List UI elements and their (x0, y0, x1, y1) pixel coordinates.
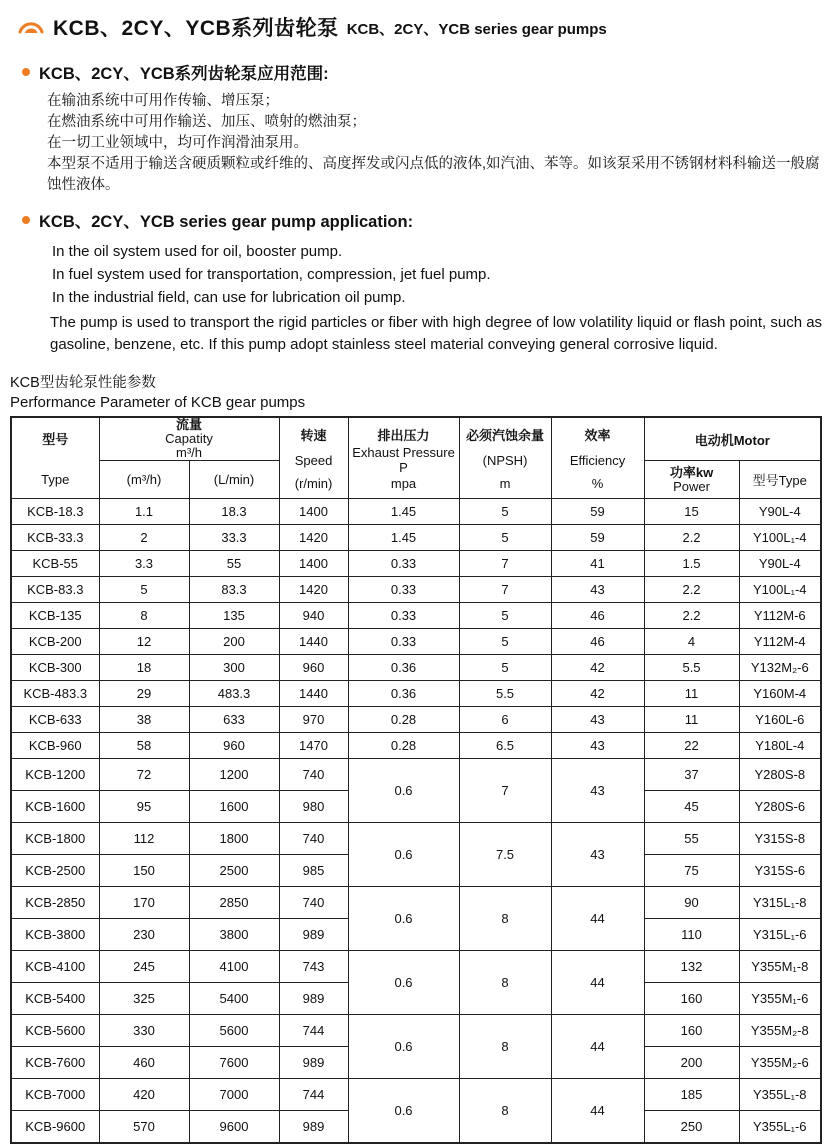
table-cell: Y355M₁-8 (739, 951, 821, 983)
header-pressure-zh: 排出压力 (377, 428, 430, 443)
table-cell: 44 (551, 951, 644, 1015)
table-cell: Y132M₂-6 (739, 655, 821, 681)
pump-type-cell: KCB-55 (11, 551, 99, 577)
table-cell: 43 (551, 759, 644, 823)
header-capacity-zh: 流量 (176, 417, 203, 432)
table-cell: 7.5 (459, 823, 551, 887)
table-cell: 5400 (189, 983, 279, 1015)
table-cell: 989 (279, 1111, 348, 1143)
table-cell: Y355M₁-6 (739, 983, 821, 1015)
table-cell: 5.5 (644, 655, 739, 681)
table-cell: 170 (99, 887, 189, 919)
table-cell: 112 (99, 823, 189, 855)
table-cell: 5 (459, 629, 551, 655)
table-cell: 11 (644, 707, 739, 733)
table-row (11, 603, 821, 629)
table-cell: 0.28 (348, 733, 459, 759)
table-cell: 740 (279, 887, 348, 919)
table-cell: 44 (551, 1015, 644, 1079)
table-cell: 7600 (189, 1047, 279, 1079)
table-cell: 985 (279, 855, 348, 887)
pump-type-cell: KCB-1800 (11, 823, 99, 855)
header-motor-label: 电动机Motor (694, 432, 770, 448)
pump-type-cell: KCB-633 (11, 707, 99, 733)
table-cell: 230 (99, 919, 189, 951)
header-type-zh: 型号 (42, 432, 69, 447)
table-cell: Y112M-6 (739, 603, 821, 629)
table-cell: 0.33 (348, 577, 459, 603)
application-en-line: In the industrial field, can use for lubrication oil pump. (52, 289, 406, 306)
table-cell: 940 (279, 603, 348, 629)
table-cell: Y315L₁-8 (739, 887, 821, 919)
table-cell: 980 (279, 791, 348, 823)
table-cell: 1800 (189, 823, 279, 855)
table-row (11, 1015, 821, 1047)
table-cell: 989 (279, 1047, 348, 1079)
table-cell: 1470 (279, 733, 348, 759)
table-cell: 1.45 (348, 525, 459, 551)
section-heading-application-zh (22, 60, 830, 84)
table-cell: 2 (99, 525, 189, 551)
table-cell: 743 (279, 951, 348, 983)
table-cell: 0.6 (348, 887, 459, 951)
application-en-body (52, 240, 827, 309)
pump-type-cell: KCB-300 (11, 655, 99, 681)
application-zh-body (47, 91, 822, 196)
table-row (11, 577, 821, 603)
table-cell: 570 (99, 1111, 189, 1143)
table-cell: 132 (644, 951, 739, 983)
table-cell: 0.6 (348, 1015, 459, 1079)
table-cell: 4 (644, 629, 739, 655)
table-cell: 0.6 (348, 1079, 459, 1143)
table-row (11, 551, 821, 577)
header-efficiency-zh: 效率 (584, 428, 611, 443)
header-type-en: Type (41, 472, 70, 487)
header-type (11, 417, 99, 499)
table-cell: 960 (189, 733, 279, 759)
table-cell: 8 (459, 1079, 551, 1143)
table-row (11, 951, 821, 983)
table-cell: 0.6 (348, 951, 459, 1015)
table-row (11, 629, 821, 655)
table-cell: 0.6 (348, 759, 459, 823)
bullet-icon (22, 216, 30, 224)
application-en-line: In the oil system used for oil, booster pump. (52, 243, 343, 260)
table-cell: 420 (99, 1079, 189, 1111)
table-cell: 1440 (279, 629, 348, 655)
application-zh-line: 在一切工业领域中，均可作润滑油泵用。 (47, 135, 308, 151)
section-heading-text: KCB、2CY、YCB系列齿轮泵应用范围: (39, 65, 329, 83)
pump-type-cell: KCB-483.3 (11, 681, 99, 707)
header-motor-type-label: 型号Type (752, 473, 807, 488)
table-cell: 43 (551, 707, 644, 733)
pump-type-cell: KCB-33.3 (11, 525, 99, 551)
table-cell: Y90L-4 (739, 551, 821, 577)
section-heading-text: KCB、2CY、YCB series gear pump application: (39, 213, 414, 231)
table-cell: 59 (551, 499, 644, 525)
table-cell: 325 (99, 983, 189, 1015)
table-cell: 59 (551, 525, 644, 551)
performance-table-body (11, 499, 821, 1143)
table-cell: 4100 (189, 951, 279, 983)
table-cell: 6 (459, 707, 551, 733)
table-cell: 200 (189, 629, 279, 655)
table-cell: 744 (279, 1015, 348, 1047)
table-cell: Y315S-8 (739, 823, 821, 855)
header-motor-type (739, 461, 821, 499)
table-cell: 250 (644, 1111, 739, 1143)
table-cell: 483.3 (189, 681, 279, 707)
table-cell: 45 (644, 791, 739, 823)
application-en-paragraph: The pump is used to transport the rigid particles or fiber with high degree of low volatility liquid or flash point, such as gasoline, benzene, etc. If this pump adopt stainless steel material conveying general corrosive liquid. (50, 314, 823, 353)
table-cell: 160 (644, 1015, 739, 1047)
table-cell: 5 (99, 577, 189, 603)
table-cell: 960 (279, 655, 348, 681)
table-cell: 2500 (189, 855, 279, 887)
table-cell: 989 (279, 919, 348, 951)
table-cell: 2850 (189, 887, 279, 919)
table-cell: 8 (99, 603, 189, 629)
table-cell: 740 (279, 759, 348, 791)
pump-type-cell: KCB-1200 (11, 759, 99, 791)
header-speed-zh: 转速 (300, 428, 327, 443)
header-pressure (348, 417, 459, 499)
pump-type-cell: KCB-5600 (11, 1015, 99, 1047)
header-efficiency-unit: % (591, 476, 604, 491)
table-cell: 1420 (279, 525, 348, 551)
table-cell: 18.3 (189, 499, 279, 525)
table-cell: 989 (279, 983, 348, 1015)
table-cell: 110 (644, 919, 739, 951)
table-cell: 744 (279, 1079, 348, 1111)
table-row (11, 681, 821, 707)
table-cell: 6.5 (459, 733, 551, 759)
table-cell: 1.1 (99, 499, 189, 525)
table-cell: Y315S-6 (739, 855, 821, 887)
header-speed (279, 417, 348, 499)
page-title-en: KCB、2CY、YCB series gear pumps (346, 21, 607, 38)
table-cell: 0.36 (348, 681, 459, 707)
table-row (11, 759, 821, 791)
table-row (11, 707, 821, 733)
table-cell: 2.2 (644, 525, 739, 551)
page-title (16, 12, 830, 42)
header-motor-power-zh: 功率kw (669, 464, 714, 480)
table-cell: 200 (644, 1047, 739, 1079)
header-npsh-en: (NPSH) (482, 452, 528, 468)
pump-type-cell: KCB-9600 (11, 1111, 99, 1143)
table-cell: 2.2 (644, 577, 739, 603)
table-cell: 0.33 (348, 603, 459, 629)
table-cell: 75 (644, 855, 739, 887)
table-cell: 0.33 (348, 629, 459, 655)
table-cell: 11 (644, 681, 739, 707)
header-npsh (459, 417, 551, 499)
pump-type-cell: KCB-5400 (11, 983, 99, 1015)
table-cell: 2.2 (644, 603, 739, 629)
table-cell: 46 (551, 603, 644, 629)
table-row (11, 823, 821, 855)
table-cell: 460 (99, 1047, 189, 1079)
table-cell: 3800 (189, 919, 279, 951)
header-npsh-zh: 必须汽蚀余量 (466, 428, 545, 443)
table-cell: 160 (644, 983, 739, 1015)
table-cell: 5 (459, 525, 551, 551)
header-motor-power (644, 461, 739, 499)
table-row (11, 525, 821, 551)
table-cell: 22 (644, 733, 739, 759)
table-cell: 29 (99, 681, 189, 707)
table-cell: Y280S-6 (739, 791, 821, 823)
pump-type-cell: KCB-83.3 (11, 577, 99, 603)
table-cell: 8 (459, 887, 551, 951)
table-cell: 1.45 (348, 499, 459, 525)
table-row (11, 1079, 821, 1111)
table-cell: 37 (644, 759, 739, 791)
header-npsh-unit: m (499, 476, 511, 491)
table-cell: 185 (644, 1079, 739, 1111)
table-cell: 7 (459, 551, 551, 577)
table-cell: 5 (459, 655, 551, 681)
table-cell: 0.36 (348, 655, 459, 681)
header-capacity-sub1: (m³/h) (126, 472, 162, 487)
header-pressure-unit: mpa (390, 476, 417, 491)
table-cell: 3.3 (99, 551, 189, 577)
table-cell: 5.5 (459, 681, 551, 707)
header-efficiency (551, 417, 644, 499)
table-cell: 15 (644, 499, 739, 525)
header-capacity-en: Capatity (165, 431, 213, 446)
table-cell: 42 (551, 655, 644, 681)
table-cell: 0.33 (348, 551, 459, 577)
table-cell: 44 (551, 887, 644, 951)
table-cell: 18 (99, 655, 189, 681)
header-motor (644, 417, 821, 461)
table-cell: 7 (459, 759, 551, 823)
table-cell: 55 (644, 823, 739, 855)
table-cell: 1400 (279, 499, 348, 525)
application-zh-line: 在输油系统中可用作传输、增压泵； (47, 93, 279, 109)
table-cell: 300 (189, 655, 279, 681)
header-capacity-sub2: (L/min) (213, 472, 255, 487)
table-cell: Y90L-4 (739, 499, 821, 525)
table-cell: 43 (551, 823, 644, 887)
pump-type-cell: KCB-2500 (11, 855, 99, 887)
table-cell: 1440 (279, 681, 348, 707)
pump-type-cell: KCB-4100 (11, 951, 99, 983)
table-cell: 12 (99, 629, 189, 655)
table-cell: Y180L-4 (739, 733, 821, 759)
header-capacity-lmin (189, 461, 279, 499)
arch-logo-icon (16, 17, 46, 37)
page-title-zh: KCB、2CY、YCB系列齿轮泵 (53, 17, 339, 40)
table-cell: 72 (99, 759, 189, 791)
table-cell: 1600 (189, 791, 279, 823)
table-title-zh: KCB型齿轮泵性能参数 (10, 375, 156, 391)
table-cell: 1.5 (644, 551, 739, 577)
header-speed-en: Speed (294, 452, 333, 468)
header-pressure-en: Exhaust Pressure P (352, 445, 455, 475)
pump-type-cell: KCB-135 (11, 603, 99, 629)
table-cell: 43 (551, 733, 644, 759)
table-row (11, 733, 821, 759)
header-efficiency-en: Efficiency (569, 452, 626, 468)
table-cell: 5 (459, 499, 551, 525)
table-cell: 9600 (189, 1111, 279, 1143)
pump-type-cell: KCB-2850 (11, 887, 99, 919)
bullet-icon (22, 68, 30, 76)
table-cell: 633 (189, 707, 279, 733)
table-row (11, 655, 821, 681)
table-cell: Y160L-6 (739, 707, 821, 733)
table-cell: 1200 (189, 759, 279, 791)
pump-type-cell: KCB-3800 (11, 919, 99, 951)
section-heading-application-en (22, 208, 830, 232)
table-cell: 58 (99, 733, 189, 759)
table-cell: Y355M₂-6 (739, 1047, 821, 1079)
header-capacity-m3h (99, 461, 189, 499)
header-capacity (99, 417, 279, 461)
pump-type-cell: KCB-960 (11, 733, 99, 759)
table-cell: Y100L₁-4 (739, 525, 821, 551)
table-cell: 1420 (279, 577, 348, 603)
table-cell: Y100L₁-4 (739, 577, 821, 603)
table-cell: 8 (459, 951, 551, 1015)
table-title-en: Performance Parameter of KCB gear pumps (10, 394, 306, 411)
table-cell: 46 (551, 629, 644, 655)
application-zh-line: 本型泵不适用于输送含硬质颗粒或纤维的、高度挥发或闪点低的液体,如汽油、苯等。如该泵采用不锈钢材料科输送一般腐蚀性液体。 (47, 156, 820, 193)
table-cell: 90 (644, 887, 739, 919)
table-row (11, 887, 821, 919)
application-en-line: In fuel system used for transportation, compression, jet fuel pump. (52, 266, 491, 283)
header-speed-unit: (r/min) (294, 476, 333, 491)
table-cell: Y355M₂-8 (739, 1015, 821, 1047)
table-cell: Y280S-8 (739, 759, 821, 791)
table-cell: 135 (189, 603, 279, 629)
table-cell: 5600 (189, 1015, 279, 1047)
table-cell: Y355L₁-6 (739, 1111, 821, 1143)
table-cell: Y112M-4 (739, 629, 821, 655)
table-cell: 0.6 (348, 823, 459, 887)
table-cell: 43 (551, 577, 644, 603)
application-zh-line: 在燃油系统中可用作输送、加压、喷射的燃油泵； (47, 114, 366, 130)
table-cell: 150 (99, 855, 189, 887)
pump-type-cell: KCB-1600 (11, 791, 99, 823)
header-motor-power-en: Power (673, 478, 710, 494)
table-cell: 5 (459, 603, 551, 629)
table-cell: Y160M-4 (739, 681, 821, 707)
table-cell: 55 (189, 551, 279, 577)
table-cell: 83.3 (189, 577, 279, 603)
table-cell: Y355L₁-8 (739, 1079, 821, 1111)
table-cell: Y315L₁-6 (739, 919, 821, 951)
table-cell: 1400 (279, 551, 348, 577)
table-row (11, 499, 821, 525)
table-cell: 0.28 (348, 707, 459, 733)
table-cell: 970 (279, 707, 348, 733)
performance-table (10, 416, 822, 1144)
pump-type-cell: KCB-200 (11, 629, 99, 655)
table-cell: 7000 (189, 1079, 279, 1111)
table-header (11, 417, 821, 499)
header-capacity-unit: m³/h (176, 445, 202, 460)
pump-type-cell: KCB-7000 (11, 1079, 99, 1111)
table-cell: 7 (459, 577, 551, 603)
table-cell: 245 (99, 951, 189, 983)
table-cell: 740 (279, 823, 348, 855)
table-cell: 95 (99, 791, 189, 823)
table-cell: 44 (551, 1079, 644, 1143)
table-cell: 33.3 (189, 525, 279, 551)
table-cell: 8 (459, 1015, 551, 1079)
pump-type-cell: KCB-18.3 (11, 499, 99, 525)
table-cell: 42 (551, 681, 644, 707)
table-cell: 330 (99, 1015, 189, 1047)
pump-type-cell: KCB-7600 (11, 1047, 99, 1079)
table-cell: 38 (99, 707, 189, 733)
table-cell: 41 (551, 551, 644, 577)
